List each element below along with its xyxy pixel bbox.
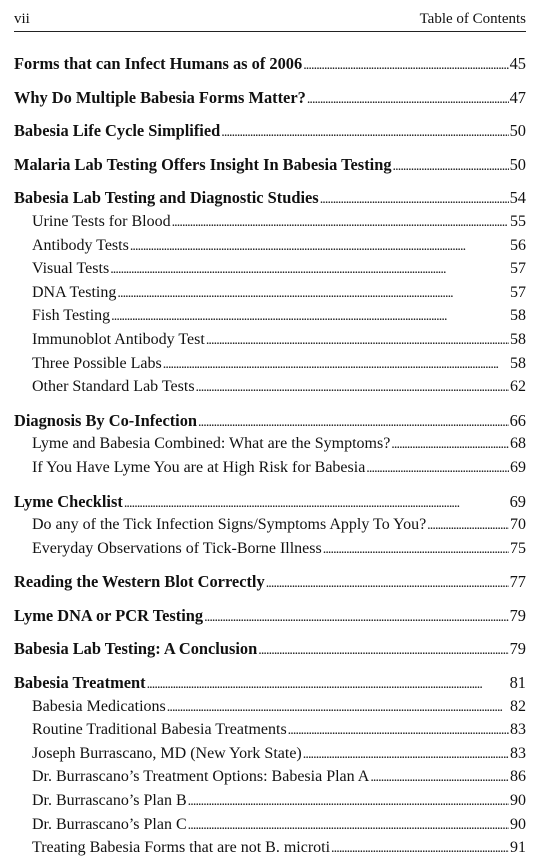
dot-leader <box>320 186 509 212</box>
table-of-contents <box>14 52 526 860</box>
dot-leader <box>303 742 509 767</box>
toc-entry-page: 58 <box>510 330 526 348</box>
toc-entry-title: Dr. Burrascano’s Plan B <box>32 792 187 810</box>
dot-leader <box>391 432 509 457</box>
toc-entry-title: Diagnosis By Co-Infection <box>14 410 198 430</box>
toc-entry-page: 58 <box>510 307 526 325</box>
toc-entry-title: Antibody Tests <box>32 236 129 254</box>
dot-leader <box>130 234 509 259</box>
toc-entry-major <box>14 570 526 594</box>
toc-entry-title: Babesia Medications <box>32 697 166 715</box>
toc-entry-page: 69 <box>510 458 526 476</box>
toc-entry-title: Babesia Lab Testing: A Conclusion <box>14 639 258 659</box>
toc-entry-sub <box>14 210 526 234</box>
toc-entry-sub <box>14 281 526 305</box>
toc-entry-title: Do any of the Tick Infection Signs/Symptoms Apply To You? <box>32 516 427 534</box>
dot-leader <box>258 637 508 663</box>
toc-entry-sub <box>14 765 526 789</box>
dot-leader <box>393 153 509 179</box>
running-title: Table of Contents <box>419 11 526 27</box>
toc-entry-sub <box>14 456 526 480</box>
toc-entry-page: 56 <box>510 236 526 254</box>
dot-leader <box>266 570 509 596</box>
dot-leader <box>370 765 509 790</box>
toc-entry-title: Lyme Checklist <box>14 491 123 511</box>
toc-entry-title: Lyme and Babesia Combined: What are the Symptoms? <box>32 435 391 453</box>
dot-leader <box>204 604 508 630</box>
toc-entry-title: Fish Testing <box>32 307 111 325</box>
toc-entry-page: 54 <box>509 188 526 208</box>
toc-entry-title: Three Possible Labs <box>32 354 162 372</box>
toc-entry-title: DNA Testing <box>32 283 117 301</box>
toc-entry-page: 47 <box>509 87 526 107</box>
toc-entry-sub <box>14 813 526 837</box>
dot-leader <box>331 836 509 861</box>
toc-entry-major <box>14 604 526 628</box>
dot-leader <box>163 352 509 377</box>
dot-leader <box>288 718 509 743</box>
toc-entry-major <box>14 490 526 514</box>
dot-leader <box>221 119 508 145</box>
toc-entry-title: Dr. Burrascano’s Plan C <box>32 815 187 833</box>
dot-leader <box>124 490 509 516</box>
dot-leader <box>172 210 509 235</box>
toc-entry-major <box>14 671 526 695</box>
toc-entry-page: 82 <box>510 697 526 715</box>
dot-leader <box>111 304 509 329</box>
toc-entry-page: 81 <box>509 673 526 693</box>
toc-entry-page: 79 <box>509 605 526 625</box>
toc-entry-sub <box>14 328 526 352</box>
toc-entry-title: Urine Tests for Blood <box>32 212 171 230</box>
dot-leader <box>167 695 509 720</box>
toc-entry-sub <box>14 234 526 258</box>
toc-entry-major <box>14 119 526 143</box>
running-header <box>14 8 526 32</box>
dot-leader <box>110 257 509 282</box>
toc-entry-page: 50 <box>509 121 526 141</box>
toc-entry-page: 45 <box>509 54 526 73</box>
toc-entry-page: 77 <box>509 572 526 592</box>
toc-entry-page: 75 <box>510 539 526 557</box>
toc-entry-page: 57 <box>510 260 526 278</box>
toc-entry-page: 68 <box>510 435 526 453</box>
toc-entry-page: 70 <box>510 516 526 534</box>
toc-entry-title: Everyday Observations of Tick-Borne Illness <box>32 539 322 557</box>
dot-leader <box>323 537 509 562</box>
dot-leader <box>117 281 509 306</box>
toc-entry-title: Malaria Lab Testing Offers Insight In Babesia Testing <box>14 154 392 174</box>
toc-entry-sub <box>14 789 526 813</box>
toc-entry-title: Forms that can Infect Humans as of 2006 <box>14 54 303 73</box>
toc-entry-sub <box>14 718 526 742</box>
toc-entry-title: Routine Traditional Babesia Treatments <box>32 721 287 739</box>
toc-entry-sub <box>14 695 526 719</box>
toc-entry-page: 58 <box>510 354 526 372</box>
toc-entry-title: Visual Tests <box>32 260 110 278</box>
dot-leader <box>196 375 509 400</box>
toc-entry-title: Treating Babesia Forms that are not B. microti <box>32 839 331 857</box>
toc-entry-title: Babesia Life Cycle Simplified <box>14 121 221 141</box>
toc-entry-title: Why Do Multiple Babesia Forms Matter? <box>14 87 306 107</box>
toc-entry-sub <box>14 513 526 537</box>
toc-entry-page: 66 <box>509 410 526 430</box>
toc-entry-title: Dr. Burrascano’s Treatment Options: Babesia Plan A <box>32 768 370 786</box>
toc-entry-page: 91 <box>510 839 526 857</box>
toc-entry-sub <box>14 432 526 456</box>
toc-entry-major <box>14 186 526 210</box>
toc-entry-page: 83 <box>510 721 526 739</box>
toc-entry-sub <box>14 742 526 766</box>
dot-leader <box>303 52 508 78</box>
toc-entry-page: 79 <box>509 639 526 659</box>
toc-entry-sub <box>14 537 526 561</box>
dot-leader <box>188 789 509 814</box>
dot-leader <box>427 513 509 538</box>
toc-entry-sub <box>14 836 526 860</box>
toc-entry-page: 57 <box>510 283 526 301</box>
toc-entry-title: Babesia Lab Testing and Diagnostic Studies <box>14 188 319 208</box>
toc-entry-title: Reading the Western Blot Correctly <box>14 572 265 592</box>
toc-entry-major <box>14 52 526 76</box>
toc-entry-page: 90 <box>510 815 526 833</box>
dot-leader <box>206 328 509 353</box>
toc-entry-page: 50 <box>509 154 526 174</box>
toc-entry-page: 83 <box>510 744 526 762</box>
toc-entry-page: 86 <box>510 768 526 786</box>
dot-leader <box>198 409 509 435</box>
toc-entry-major <box>14 153 526 177</box>
toc-entry-major <box>14 637 526 661</box>
toc-entry-title: Joseph Burrascano, MD (New York State) <box>32 744 302 762</box>
page-number: vii <box>14 11 30 27</box>
toc-entry-page: 55 <box>510 212 526 230</box>
toc-entry-major <box>14 86 526 110</box>
toc-entry-page: 69 <box>509 491 526 511</box>
toc-entry-title: Immunoblot Antibody Test <box>32 330 205 348</box>
dot-leader <box>366 456 509 481</box>
toc-entry-title: If You Have Lyme You are at High Risk for Babesia <box>32 458 366 476</box>
toc-entry-major <box>14 409 526 433</box>
dot-leader <box>147 671 509 697</box>
toc-entry-sub <box>14 304 526 328</box>
dot-leader <box>188 813 509 838</box>
toc-entry-title: Other Standard Lab Tests <box>32 378 195 396</box>
toc-entry-title: Babesia Treatment <box>14 673 146 693</box>
toc-entry-page: 62 <box>510 378 526 396</box>
dot-leader <box>307 86 509 112</box>
toc-entry-title: Lyme DNA or PCR Testing <box>14 605 204 625</box>
toc-entry-page: 90 <box>510 792 526 810</box>
toc-entry-sub <box>14 375 526 399</box>
toc-entry-sub <box>14 352 526 376</box>
toc-entry-sub <box>14 257 526 281</box>
